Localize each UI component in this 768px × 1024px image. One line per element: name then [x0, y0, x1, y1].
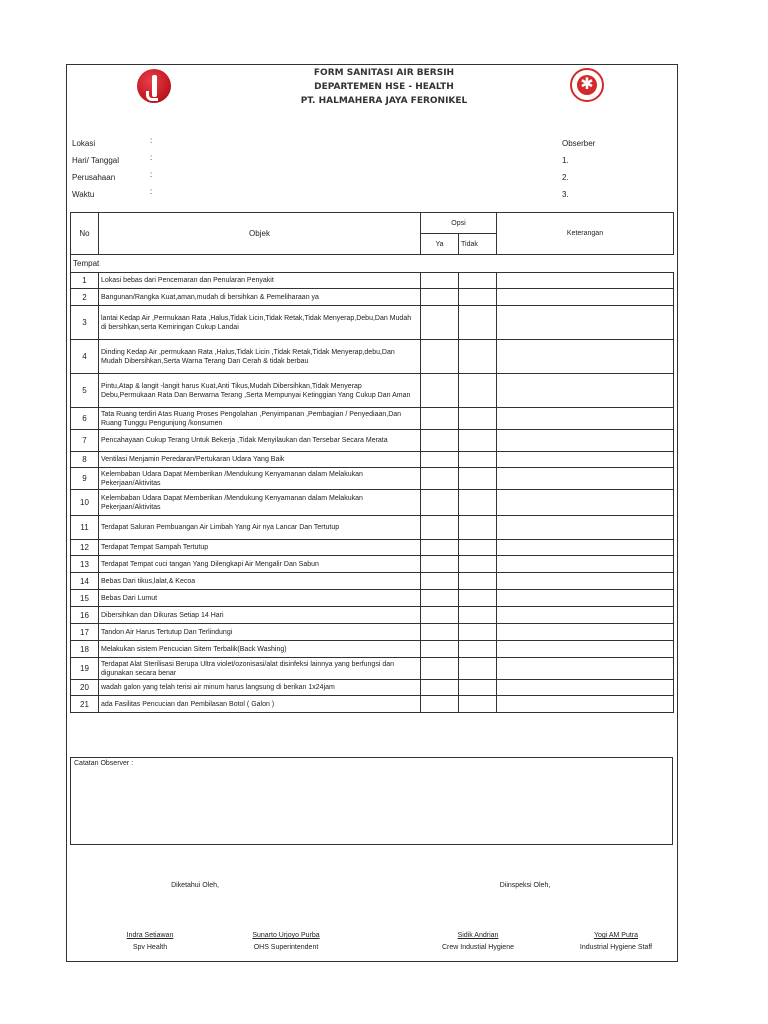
row-number: 3: [71, 306, 99, 340]
obserber-label: Obserber: [562, 139, 596, 148]
row-objek: Tata Ruang terdiri Atas Ruang Proses Pengolahan ,Penyimpanan ,Pembagian / Penyediaan,Dan Ruang Tunggu Pengunjung /konsumen: [99, 408, 421, 430]
row-number: 12: [71, 540, 99, 556]
table-row: [71, 556, 674, 573]
tidak-cell[interactable]: [459, 590, 497, 607]
row-number: 16: [71, 607, 99, 624]
tidak-cell[interactable]: [459, 624, 497, 641]
observer-notes-label: Catatan Observer :: [74, 760, 134, 767]
tidak-cell[interactable]: [459, 452, 497, 468]
signer-role: Crew Industial Hygiene: [442, 944, 514, 951]
table-row: [71, 680, 674, 696]
ya-cell[interactable]: [421, 408, 459, 430]
row-number: 1: [71, 273, 99, 289]
ya-cell[interactable]: [421, 624, 459, 641]
table-row: [71, 490, 674, 516]
table-row: [71, 408, 674, 430]
table-row: [71, 452, 674, 468]
row-objek: Melakukan sistem Pencucian Sitem Terbalik(Back Washing): [99, 641, 421, 658]
row-objek: Dinding Kedap Air ,permukaan Rata ,Halus,Tidak Licin ,Tidak Retak,Tidak Menyerap,debu,Dan Mudah Dibersihkan,Serta Warna Terang Dan Cerah & tidak berbau: [99, 340, 421, 374]
row-objek: Kelembaban Udara Dapat Memberikan /Mendukung Kenyamanan dalam Melakukan Pekerjaan/Aktivitas: [99, 490, 421, 516]
emergency-star-logo: ✱: [570, 68, 604, 102]
tidak-cell[interactable]: [459, 374, 497, 408]
keterangan-cell[interactable]: [497, 374, 674, 408]
header-objek: Objek: [99, 213, 421, 255]
ya-cell[interactable]: [421, 430, 459, 452]
waktu-colon: :: [150, 187, 153, 196]
ya-cell[interactable]: [421, 556, 459, 573]
ya-cell[interactable]: [421, 374, 459, 408]
ya-cell[interactable]: [421, 468, 459, 490]
table-row: [71, 374, 674, 408]
table-row: [71, 430, 674, 452]
tidak-cell[interactable]: [459, 641, 497, 658]
ya-cell[interactable]: [421, 680, 459, 696]
table-row: [71, 289, 674, 306]
form-title: FORM SANITASI AIR BERSIH: [313, 68, 455, 78]
keterangan-cell[interactable]: [497, 306, 674, 340]
row-number: 9: [71, 468, 99, 490]
header-ya: Ya: [421, 234, 459, 255]
ya-cell[interactable]: [421, 607, 459, 624]
tidak-cell[interactable]: [459, 306, 497, 340]
ya-cell[interactable]: [421, 573, 459, 590]
row-number: 20: [71, 680, 99, 696]
row-objek: Pintu,Atap & langit -langit harus Kuat,Anti Tikus,Mudah Dibersihkan,Tidak Menyerap Debu,Permukaan Rata Dan Berwarna Terang ,Serta Mempunyai Ketinggian Yang Cukup Dan Aman: [99, 374, 421, 408]
row-number: 7: [71, 430, 99, 452]
row-objek: Ventilasi Menjamin Peredaran/Pertukaran Udara Yang Baik: [99, 452, 421, 468]
signer-name: Sunarto Urjoyo Purba: [252, 932, 320, 939]
observer-3: 3.: [562, 190, 569, 199]
keterangan-cell[interactable]: [497, 540, 674, 556]
table-row: [71, 696, 674, 713]
ya-cell[interactable]: [421, 289, 459, 306]
observer-notes[interactable]: [70, 757, 673, 845]
observer-1: 1.: [562, 156, 569, 165]
keterangan-cell[interactable]: [497, 289, 674, 306]
signer-role: OHS Superintendent: [253, 944, 319, 951]
tidak-cell[interactable]: [459, 273, 497, 289]
signer-name: Sidik Andrian: [457, 932, 499, 939]
row-number: 11: [71, 516, 99, 540]
diinspeksi-label: Diinspeksi Oleh,: [499, 882, 551, 889]
perusahaan-colon: :: [150, 170, 153, 179]
row-number: 21: [71, 696, 99, 713]
row-number: 14: [71, 573, 99, 590]
header-opsi: Opsi: [421, 213, 497, 234]
tidak-cell[interactable]: [459, 607, 497, 624]
keterangan-cell[interactable]: [497, 556, 674, 573]
table-row: [71, 590, 674, 607]
keterangan-cell[interactable]: [497, 430, 674, 452]
ya-cell[interactable]: [421, 490, 459, 516]
tidak-cell[interactable]: [459, 540, 497, 556]
row-objek: Bebas Dari tikus,lalat,& Kecoa: [99, 573, 421, 590]
keterangan-cell[interactable]: [497, 452, 674, 468]
header-no: No: [71, 213, 99, 255]
tidak-cell[interactable]: [459, 408, 497, 430]
ya-cell[interactable]: [421, 696, 459, 713]
table-row: [71, 306, 674, 340]
keterangan-cell[interactable]: [497, 680, 674, 696]
tidak-cell[interactable]: [459, 658, 497, 680]
department-title: DEPARTEMEN HSE - HEALTH: [314, 82, 454, 92]
table-row: [71, 468, 674, 490]
row-objek: Terdapat Tempat cuci tangan Yang Dilengkapi Air Mengalir Dan Sabun: [99, 556, 421, 573]
company-title: PT. HALMAHERA JAYA FERONIKEL: [300, 96, 468, 106]
row-number: 10: [71, 490, 99, 516]
tidak-cell[interactable]: [459, 468, 497, 490]
header-keterangan: Keterangan: [497, 213, 674, 255]
table-row: [71, 516, 674, 540]
hari-colon: :: [150, 153, 153, 162]
waktu-label: Waktu: [72, 190, 95, 199]
row-objek: Lokasi bebas dari Pencemaran dan Penularan Penyakit: [99, 273, 421, 289]
row-objek: Tandon Air Harus Tertutup Dan Terlindungi: [99, 624, 421, 641]
tidak-cell[interactable]: [459, 340, 497, 374]
checklist-table: [70, 212, 674, 713]
table-row: [71, 340, 674, 374]
table-row: [71, 641, 674, 658]
row-number: 17: [71, 624, 99, 641]
ya-cell[interactable]: [421, 452, 459, 468]
ya-cell[interactable]: [421, 340, 459, 374]
keterangan-cell[interactable]: [497, 408, 674, 430]
keterangan-cell[interactable]: [497, 516, 674, 540]
row-number: 4: [71, 340, 99, 374]
perusahaan-label: Perusahaan: [72, 173, 116, 182]
row-number: 2: [71, 289, 99, 306]
table-row: [71, 658, 674, 680]
table-row: [71, 540, 674, 556]
tidak-cell[interactable]: [459, 289, 497, 306]
keterangan-cell[interactable]: [497, 340, 674, 374]
keterangan-cell[interactable]: [497, 273, 674, 289]
signer-name: Yogi AM Putra: [593, 932, 639, 939]
keterangan-cell[interactable]: [497, 490, 674, 516]
ya-cell[interactable]: [421, 540, 459, 556]
keterangan-cell[interactable]: [497, 624, 674, 641]
row-objek: Terdapat Tempat Sampah Tertutup: [99, 540, 421, 556]
row-number: 15: [71, 590, 99, 607]
table-row: [71, 624, 674, 641]
row-objek: Terdapat Saluran Pembuangan Air Limbah Yang Air nya Lancar Dan Tertutup: [99, 516, 421, 540]
ya-cell[interactable]: [421, 306, 459, 340]
row-number: 18: [71, 641, 99, 658]
section-tempat: Tempat: [71, 255, 674, 273]
header-tidak: Tidak: [459, 234, 497, 255]
ya-cell[interactable]: [421, 658, 459, 680]
signer-role: Spv Health: [132, 944, 168, 951]
keterangan-cell[interactable]: [497, 696, 674, 713]
row-number: 5: [71, 374, 99, 408]
signer-role: Industrial Hygiene Staff: [579, 944, 653, 951]
row-objek: Bebas Dari Lumut: [99, 590, 421, 607]
row-objek: wadah galon yang telah terisi air minum harus langsung di berikan 1x24jam: [99, 680, 421, 696]
row-objek: Dibersihkan dan Dikuras Setiap 14 Hari: [99, 607, 421, 624]
row-objek: ada Fasilitas Pencucian dan Pembilasan Botol ( Galon ): [99, 696, 421, 713]
row-number: 19: [71, 658, 99, 680]
keterangan-cell[interactable]: [497, 468, 674, 490]
lokasi-label: Lokasi: [72, 139, 96, 148]
ya-cell[interactable]: [421, 516, 459, 540]
signer-name: Indra Setiawan: [126, 932, 174, 939]
table-row: [71, 607, 674, 624]
row-number: 8: [71, 452, 99, 468]
keterangan-cell[interactable]: [497, 658, 674, 680]
row-number: 6: [71, 408, 99, 430]
hari-tanggal-label: Hari/ Tanggal: [72, 156, 119, 165]
ya-cell[interactable]: [421, 273, 459, 289]
diketahui-label: Diketahui Oleh,: [171, 882, 219, 889]
row-objek: Bangunan/Rangka Kuat,aman,mudah di bersihkan & Pemeliharaan ya: [99, 289, 421, 306]
observer-2: 2.: [562, 173, 569, 182]
lokasi-colon: :: [150, 136, 153, 145]
tidak-cell[interactable]: [459, 430, 497, 452]
table-row: [71, 273, 674, 289]
keterangan-cell[interactable]: [497, 590, 674, 607]
tidak-cell[interactable]: [459, 680, 497, 696]
row-objek: Pencahayaan Cukup Terang Untuk Bekerja ,Tidak Menyilaukan dan Tersebar Secara Merata: [99, 430, 421, 452]
ya-cell[interactable]: [421, 590, 459, 607]
row-objek: lantai Kedap Air ,Permukaan Rata ,Halus,Tidak Licin,Tidak Retak,Tidak Menyerap,Debu,Dan Mudah di bersihkan,serta Kemiringan Cukup Landai: [99, 306, 421, 340]
tidak-cell[interactable]: [459, 516, 497, 540]
tidak-cell[interactable]: [459, 490, 497, 516]
keterangan-cell[interactable]: [497, 573, 674, 590]
tidak-cell[interactable]: [459, 696, 497, 713]
row-objek: Kelembaban Udara Dapat Memberikan /Mendukung Kenyamanan dalam Melakukan Pekerjaan/Aktivitas: [99, 468, 421, 490]
keterangan-cell[interactable]: [497, 641, 674, 658]
ya-cell[interactable]: [421, 641, 459, 658]
row-objek: Terdapat Alat Sterilisasi Berupa Ultra violet/ozonisasi/alat disinfeksi lainnya yang berfungsi dan digunakan secara benar: [99, 658, 421, 680]
table-row: [71, 573, 674, 590]
keterangan-cell[interactable]: [497, 607, 674, 624]
tidak-cell[interactable]: [459, 556, 497, 573]
tidak-cell[interactable]: [459, 573, 497, 590]
row-number: 13: [71, 556, 99, 573]
